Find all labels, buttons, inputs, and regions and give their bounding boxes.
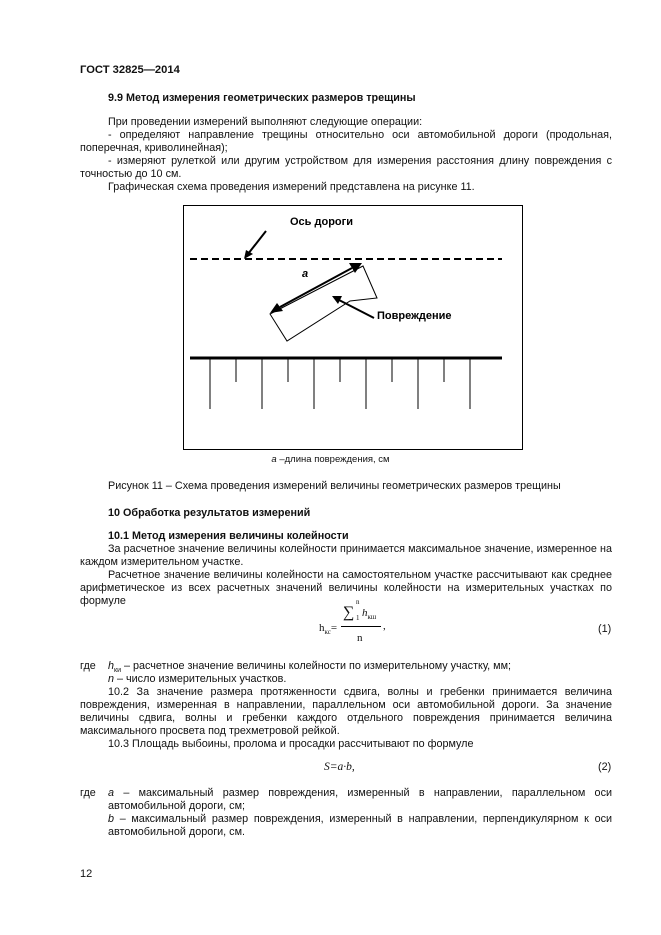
intro-text: При проведении измерений выполняют следующие операции: [108, 116, 423, 128]
list-item-direction: - определяют направление трещины относительно оси автомобильной дороги (продольная, поперечная, криволинейная); [80, 129, 612, 154]
road-axis-label: Ось дороги [290, 216, 353, 228]
figure-title: Рисунок 11 – Схема проведения измерений величины геометрических размеров трещины [108, 480, 561, 492]
section-10-title: 10 Обработка результатов измерений [108, 507, 311, 519]
page-number: 12 [80, 868, 93, 880]
formula-2: S=a·b, [324, 761, 355, 773]
definition-a: a – максимальный размер повреждения, измеренный в направлении, параллельном оси автомобильной дороги, см; [108, 787, 612, 812]
definition-b: b – максимальный размер повреждения, измеренный в направлении, перпендикулярном к оси автомобильной дороги, см. [108, 813, 612, 838]
caption-text: –длина повреждения, см [276, 454, 390, 465]
formula-1-term: $h_{кш}$ [362, 607, 377, 622]
formula-1-sum-top: n [356, 598, 360, 606]
formula-1-comma: , [383, 620, 386, 632]
formula-1-fraction-bar [341, 626, 381, 627]
length-label: а [302, 268, 309, 280]
paragraph-10-2: 10.2 За значение размера протяженности сдвига, волны и гребенки принимается величина повреждения, измеренная в направлении, параллельном оси автомобильной дороги. За значение величины сдвига, волны и гребенки каждого отдельного повреждения принимается величина максимального просвета под трехметровой рейкой. [80, 686, 612, 737]
damage-label: Повреждение [377, 310, 452, 322]
formula-1-sum: ∑ [343, 604, 355, 621]
where-label: где [80, 660, 96, 672]
formula-1-lhs: $h_{кс}=$ [319, 622, 338, 637]
road-axis-arrow-icon [244, 250, 253, 259]
where-label-2: где [80, 787, 96, 799]
section-10-1-title: 10.1 Метод измерения величины колейности [108, 530, 349, 542]
road-axis-leader [248, 231, 266, 254]
definition-n: n – число измерительных участков. [108, 673, 287, 685]
definition-h-ki: $h_{ки}$ – расчетное значение величины колейности по измерительному участку, мм; [108, 660, 512, 675]
figure-caption [0, 454, 661, 465]
caption-variable: а [271, 454, 277, 465]
list-item-measure: - измеряют рулеткой или другим устройством для измерения расстояния длину повреждения с точностью до 10 см. [80, 155, 612, 180]
figure-reference: Графическая схема проведения измерений представлена на рисунке 11. [108, 181, 475, 193]
formula-1-denominator: n [357, 632, 363, 644]
paragraph-10-1-b: Расчетное значение величины колейности на самостоятельном участке рассчитывают как среднее арифметическое из всех расчетных значений величины колейности на измерительных участках по формуле [80, 569, 612, 607]
figure-11 [183, 205, 523, 450]
document-header: ГОСТ 32825—2014 [80, 64, 180, 76]
figure-11-drawing [184, 206, 522, 449]
paragraph-10-3: 10.3 Площадь выбоины, пролома и просадки рассчитывают по формуле [108, 738, 474, 750]
ruler-ticks [210, 358, 470, 409]
formula-2-number: (2) [598, 761, 612, 773]
formula-1-sum-bottom: 1 [356, 614, 360, 622]
damage-leader [339, 300, 374, 318]
paragraph-10-1-a: За расчетное значение величины колейности принимается максимальное значение, измеренное на каждом измерительном участке. [80, 543, 612, 568]
section-9-9-title: 9.9 Метод измерения геометрических размеров трещины [108, 92, 416, 104]
formula-1-number: (1) [598, 623, 612, 635]
